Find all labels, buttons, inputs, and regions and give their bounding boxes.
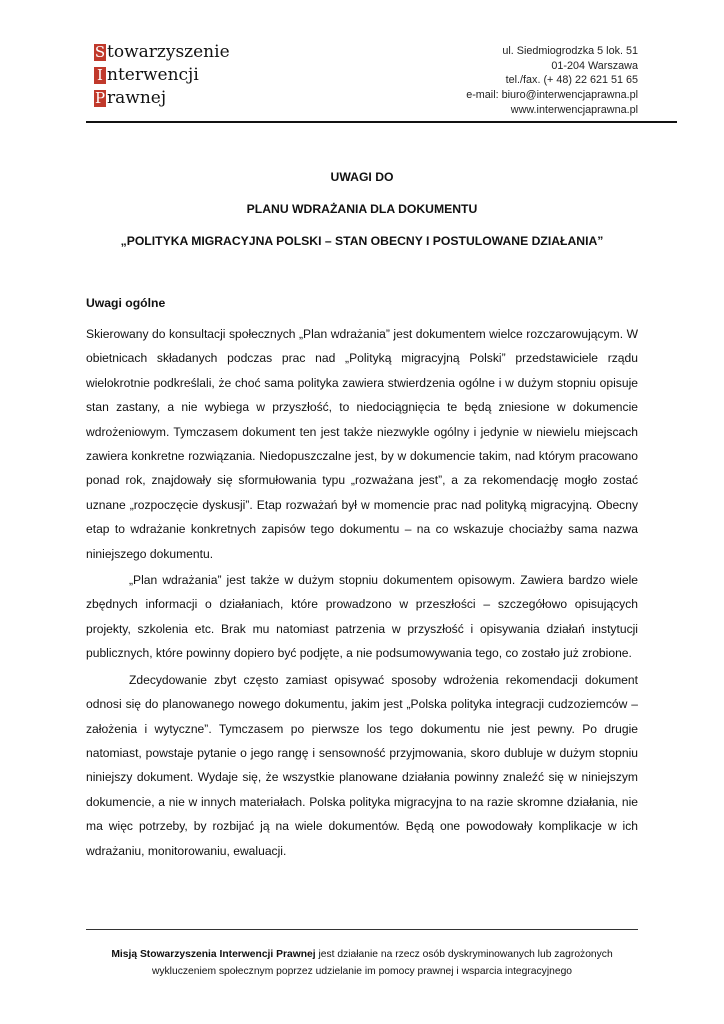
section-heading: Uwagi ogólne bbox=[86, 296, 166, 310]
contact-block bbox=[466, 44, 638, 118]
logo-word: nterwencji bbox=[107, 65, 199, 85]
contact-email: e-mail: biuro@interwencjaprawna.pl bbox=[466, 89, 638, 102]
footer-text: jest działanie na rzecz osób dyskryminowanych lub zagrożonych bbox=[315, 949, 613, 960]
logo-initial: S bbox=[94, 43, 106, 61]
contact-address: ul. Siedmiogrodzka 5 lok. 51 bbox=[502, 45, 638, 57]
title-line-3: „POLITYKA MIGRACYJNA POLSKI – STAN OBECNY I POSTULOWANE DZIAŁANIA” bbox=[120, 234, 604, 248]
organization-logo bbox=[94, 41, 254, 113]
logo-line bbox=[94, 64, 254, 87]
body-paragraph: Skierowany do konsultacji społecznych „Plan wdrażania” jest dokumentem wielce rozczarowującym. W obietnicach składanych podczas prac nad „Polityką migracyjną Polski” przedstawiciele rządu wielokrotnie podkreślali, że choć sama polityka zawiera stwierdzenia ogólne i w dużym stopniu opisuje stan zastany, a nie wybiega w przyszłość, to niedociągnięcia te będą zniesione w dokumencie wdrożeniowym. Tymczasem dokument ten jest także niezwykle ogólny i jedynie w niewielu miejscach zawiera konkretne rozwiązania. Niedopuszczalne jest, by w dokumencie takim, nad którym pracowano ponad rok, znajdowały się sformułowania typu „rozważana jest”, a za rekomendację mogło zostać uznane „rozpoczęcie dyskusji”. Etap rozważań był w momencie prac nad polityką migracyjną. Obecny etap to wdrażanie konkretnych zapisów tego dokumentu – na co wskazuje chociażby sama nazwa niniejszego dokumentu. bbox=[86, 327, 638, 561]
body-paragraph: Zdecydowanie zbyt często zamiast opisywać sposoby wdrożenia rekomendacji dokument odnosi się do planowanego nowego dokumentu, jakim jest „Polska polityka integracji cudzoziemców – założenia i wytyczne”. Tymczasem po pierwsze los tego dokumentu nie jest pewny. Po drugie natomiast, powstaje pytanie o jego rangę i sensowność przyjmowania, skoro dubluje w dużym stopniu niniejszy dokument. Wydaje się, że wszystkie planowane działania powinny znaleźć się w niniejszym dokumencie, a nie w innych materiałach. Polska polityka migracyjna to na razie skromne działania, nie ma więc potrzeby, by rozbijać ją na wiele dokumentów. Będą one powodowały komplikacje w ich wdrażaniu, monitorowaniu, ewaluacji. bbox=[86, 672, 638, 858]
logo-initial: P bbox=[94, 89, 106, 107]
contact-phone: tel./fax. (+ 48) 22 621 51 65 bbox=[505, 74, 638, 87]
header-divider bbox=[86, 121, 677, 123]
logo-initial: I bbox=[94, 67, 106, 84]
document-title bbox=[86, 168, 638, 264]
logo-word: rawnej bbox=[107, 88, 167, 108]
footer-bold-text: Misją Stowarzyszenia Interwencji Prawnej bbox=[111, 949, 316, 960]
title-line-2: PLANU WDRAŻANIA DLA DOKUMENTU bbox=[246, 202, 478, 216]
contact-city: 01-204 Warszawa bbox=[551, 59, 638, 72]
logo-line bbox=[94, 41, 254, 64]
contact-website: www.interwencjaprawna.pl bbox=[510, 103, 638, 116]
footer-line-2: wykluczeniem społecznym poprzez udzielanie im pomocy prawnej i wsparcia integracyjnego bbox=[151, 966, 573, 977]
mission-footer bbox=[86, 946, 638, 980]
title-line-1: UWAGI DO bbox=[330, 170, 394, 184]
body-paragraph: „Plan wdrażania” jest także w dużym stopniu dokumentem opisowym. Zawiera bardzo wiele zbędnych informacji o działaniach, które prowadzono w przeszłości – szczegółowo opisujących projekty, szkolenia etc. Brak mu natomiast patrzenia w przyszłość i opisywania działań instytucji publicznych, które powinny dopiero być podjęte, a nie podsumowywania tego, co zostało już zrobione. bbox=[86, 573, 638, 661]
logo-word: towarzyszenie bbox=[107, 42, 230, 62]
document-body bbox=[86, 322, 638, 863]
footer-divider bbox=[86, 929, 638, 930]
footer-line-1 bbox=[86, 946, 638, 963]
logo-line bbox=[94, 87, 254, 110]
